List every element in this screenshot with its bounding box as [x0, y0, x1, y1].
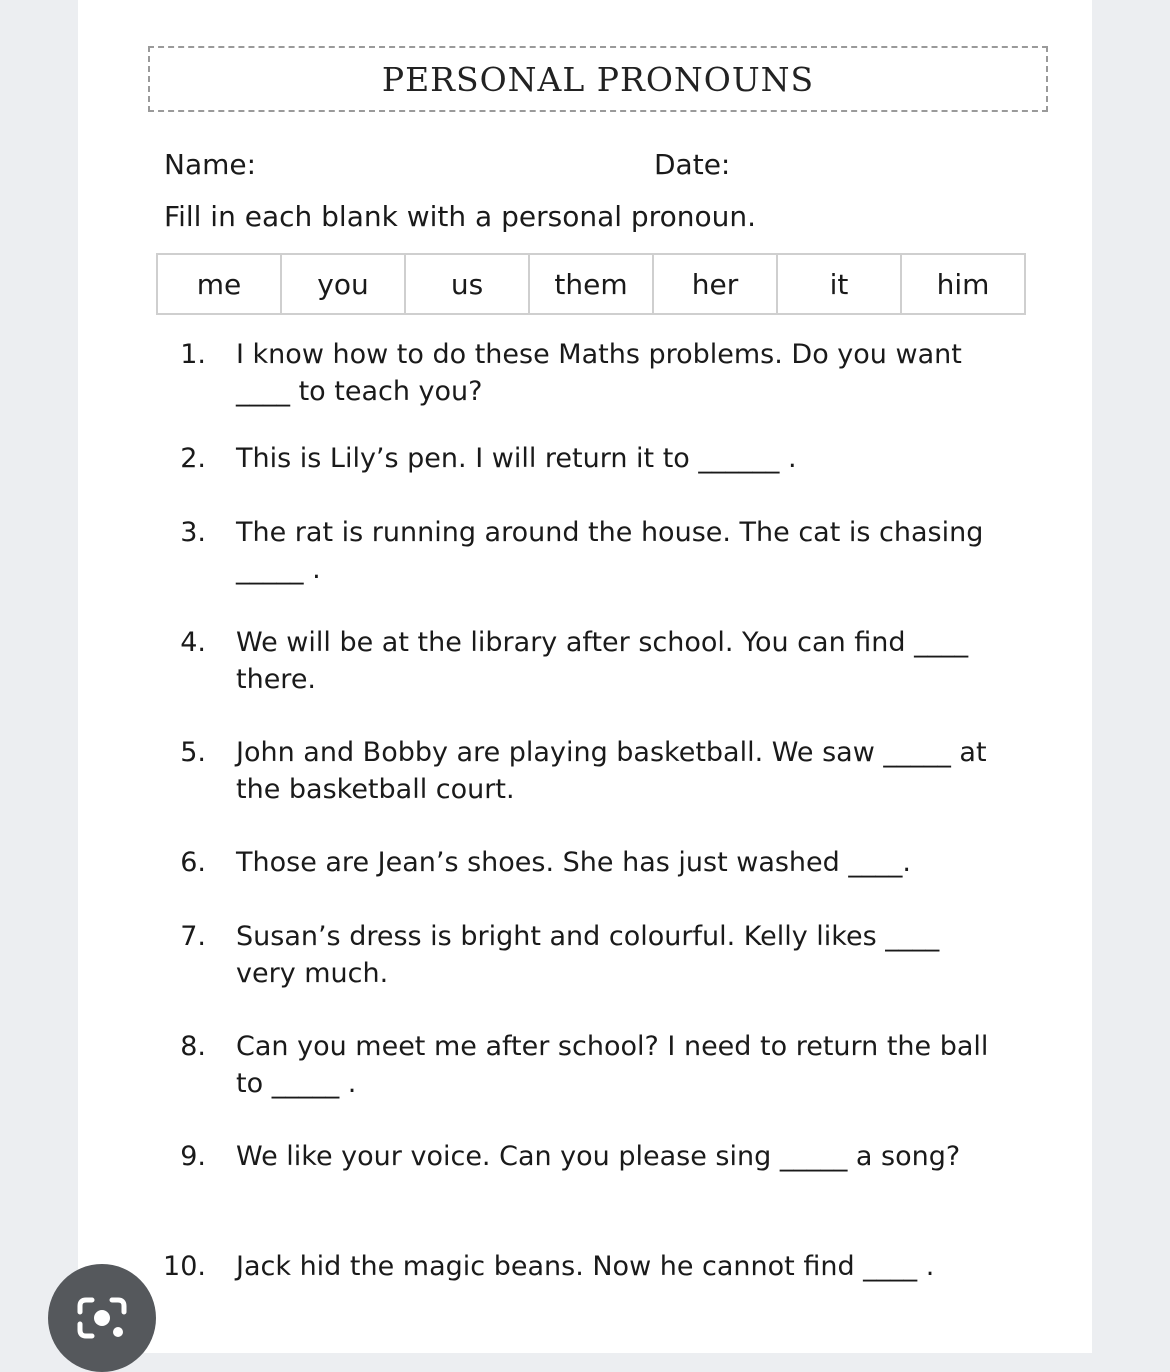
date-label: Date: — [654, 148, 731, 181]
question-text: I know how to do these Maths problems. Do you want ____ to teach you? — [236, 339, 962, 407]
question-number: 2. — [180, 443, 206, 474]
word-bank-cell: you — [281, 254, 405, 314]
question-text: We like your voice. Can you please sing _____ a song? — [236, 1141, 961, 1172]
question-item — [160, 440, 1000, 477]
question-number: 8. — [180, 1031, 206, 1062]
word-bank — [156, 253, 1026, 315]
worksheet-page — [78, 0, 1092, 1353]
question-number: 4. — [180, 627, 206, 658]
question-item — [160, 336, 1000, 410]
instruction-text: Fill in each blank with a personal pronoun. — [164, 200, 756, 233]
question-item — [160, 844, 1000, 881]
word-bank-cell: us — [405, 254, 529, 314]
question-item — [160, 514, 1000, 588]
page-title: PERSONAL PRONOUNS — [381, 59, 815, 99]
question-number: 6. — [180, 847, 206, 878]
word-bank-cell: him — [901, 254, 1025, 314]
question-text: This is Lily’s pen. I will return it to ______ . — [236, 443, 797, 474]
question-number: 7. — [180, 921, 206, 952]
word-bank-cell: me — [157, 254, 281, 314]
question-item — [160, 624, 1000, 698]
question-text: Susan’s dress is bright and colourful. Kelly likes ____ very much. — [236, 921, 940, 989]
question-number: 5. — [180, 737, 206, 768]
word-bank-cell: it — [777, 254, 901, 314]
question-text: Jack hid the magic beans. Now he cannot find ____ . — [236, 1251, 935, 1282]
question-text: The rat is running around the house. The cat is chasing _____ . — [236, 517, 984, 585]
question-item — [160, 1028, 1000, 1102]
lens-search-button[interactable] — [48, 1264, 156, 1372]
question-item — [160, 734, 1000, 808]
question-text: Those are Jean’s shoes. She has just washed ____. — [236, 847, 911, 878]
question-text: John and Bobby are playing basketball. We saw _____ at the basketball court. — [236, 737, 987, 805]
word-bank-cell: them — [529, 254, 653, 314]
camera-search-icon — [74, 1294, 130, 1342]
question-number: 1. — [180, 339, 206, 370]
word-bank-cell: her — [653, 254, 777, 314]
question-item — [160, 1248, 1000, 1285]
name-label: Name: — [164, 148, 257, 181]
question-number: 3. — [180, 517, 206, 548]
question-text: Can you meet me after school? I need to return the ball to _____ . — [236, 1031, 989, 1099]
question-item — [160, 1138, 1000, 1175]
question-number: 9. — [180, 1141, 206, 1172]
question-item — [160, 918, 1000, 992]
title-box — [148, 46, 1048, 112]
question-text: We will be at the library after school. You can find ____ there. — [236, 627, 969, 695]
question-number: 10. — [163, 1251, 206, 1282]
